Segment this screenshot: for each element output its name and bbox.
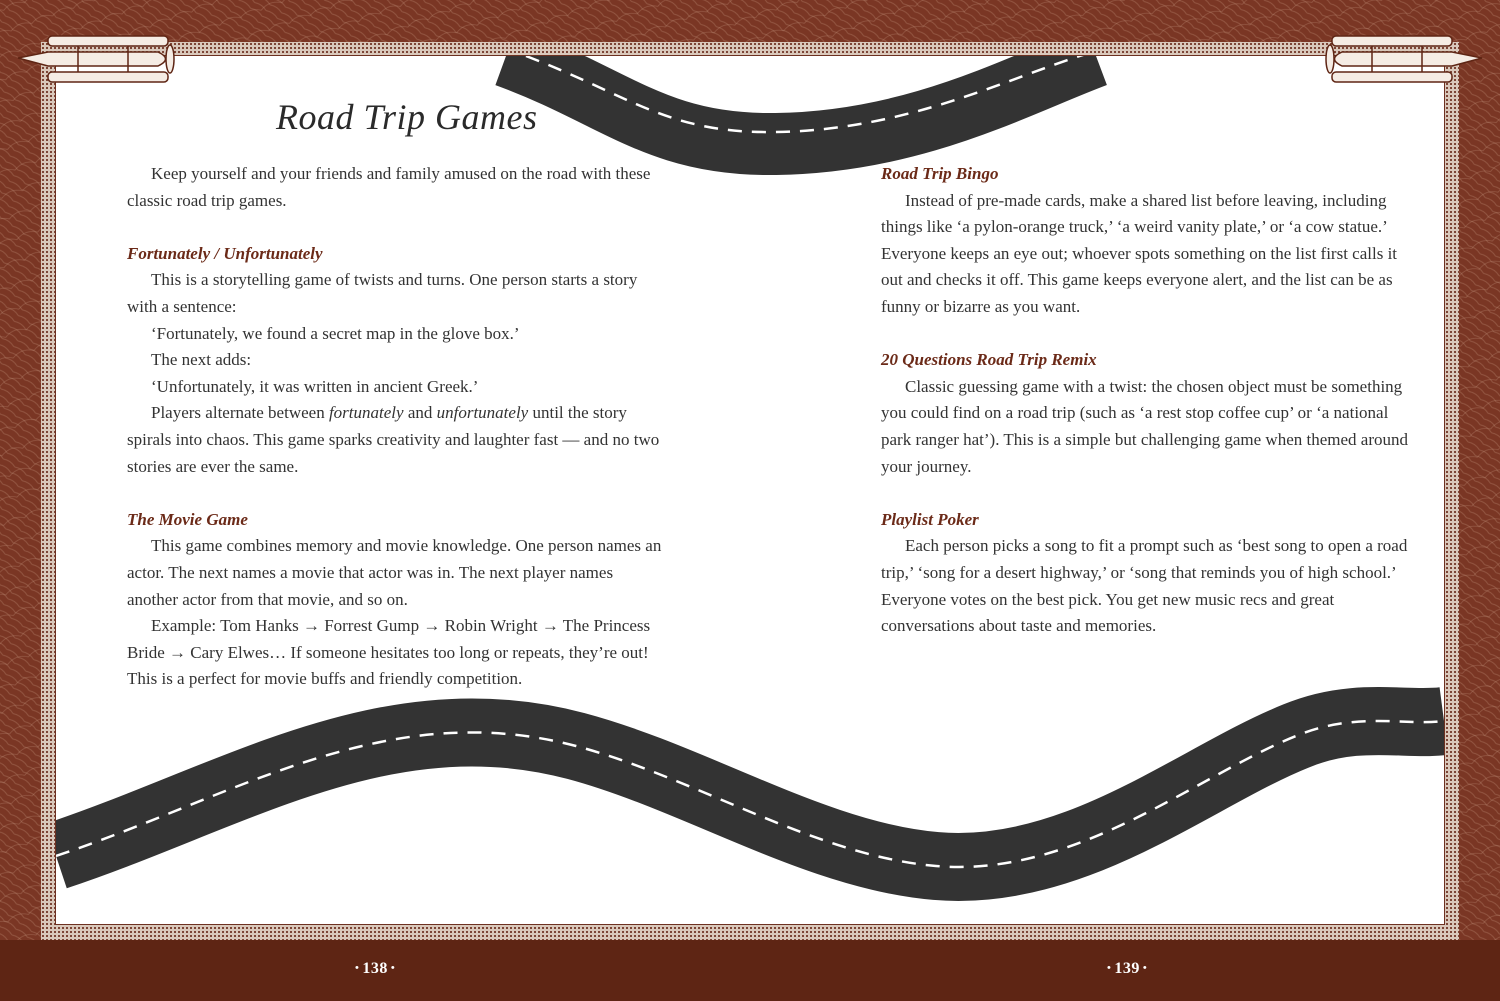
paragraph: ‘Unfortunately, it was written in ancient Greek.’ (151, 376, 479, 396)
paragraph: Instead of pre-made cards, make a shared list before leaving, including things like ‘a pylon-orange truck,’ ‘a weird vanity plate,’ or ‘a cow statue.’ Everyone keeps an eye out; whoever spots something on the list first calls it out and checks it off. This game keeps everyone alert, and the list can be as funny or bizarre as you want. (881, 190, 1398, 316)
text-run: Players alternate between (151, 403, 329, 423)
section-heading: The Movie Game (127, 509, 248, 529)
section-heading: Playlist Poker (881, 509, 979, 529)
text-run: and (403, 403, 437, 423)
paragraph: This game combines memory and movie knowledge. One person names an actor. The next names a movie that actor was in. The next player names another actor from that movie, and so on. (127, 536, 662, 609)
paragraph: The next adds: (151, 350, 252, 370)
page-number-right: • 139 • (1107, 960, 1148, 977)
page-number-left: • 138 • (355, 960, 396, 977)
page-title: Road Trip Games (276, 97, 538, 137)
emphasis: fortunately (328, 403, 404, 423)
paragraph: Each person picks a song to fit a prompt such as ‘best song to open a road trip,’ ‘song for a desert highway,’ or ‘song that reminds you of high school.’ Everyone votes on the best pick. You get new music recs and great conversations about taste and memories. (881, 536, 1408, 636)
left-column (127, 161, 662, 693)
paragraph: ‘Fortunately, we found a secret map in the glove box.’ (151, 323, 520, 343)
section-heading: 20 Questions Road Trip Remix (881, 350, 1097, 370)
intro-paragraph: Keep yourself and your friends and family amused on the road with these classic road trip games. (127, 164, 651, 210)
paragraph: Example: Tom Hanks → Forrest Gump → Robin Wright → The Princess Bride → Cary Elwes… If someone hesitates too long or repeats, they’re out! This is a perfect for movie buffs and friendly competition. (127, 616, 651, 689)
page-number-text: 138 (362, 960, 388, 977)
footer-band (0, 940, 1500, 1001)
biplane-icon (1322, 28, 1492, 98)
emphasis: unfortunately (436, 403, 529, 423)
paragraph: This is a storytelling game of twists and turns. One person starts a story with a sentence: (127, 270, 638, 316)
paragraph: Classic guessing game with a twist: the chosen object must be something you could find on a road trip (such as ‘a rest stop coffee cup’ or ‘a national park ranger hat’). This is a simple but challenging game when themed around your journey. (881, 376, 1408, 476)
section-heading: Road Trip Bingo (881, 164, 999, 183)
page-number-text: 139 (1114, 960, 1140, 977)
paragraph (127, 400, 662, 480)
biplane-icon (8, 28, 178, 98)
section-heading: Fortunately / Unfortunately (127, 243, 323, 263)
text-run: until the story spirals into chaos. This game sparks creativity and laughter fast — and no two stories are ever the same. (127, 403, 660, 476)
right-column (881, 161, 1416, 640)
